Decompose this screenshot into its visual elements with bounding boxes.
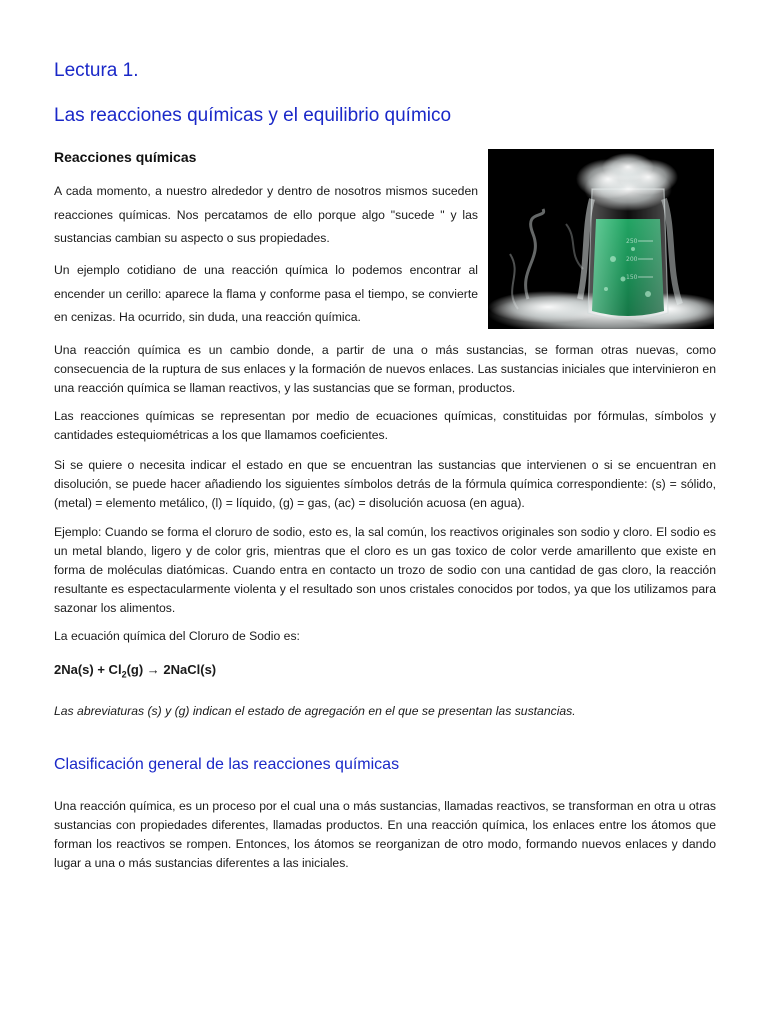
beaker-mark-1: 250	[626, 238, 638, 245]
equation-subscript: 2	[121, 669, 127, 680]
paragraph-definition: Una reacción química es un cambio donde, a partir de una o más sustancias, se forman otras nuevas, como consecuencia de la ruptura de sus enlaces y la formación de nuevos enlaces. Las sustancias iniciales que intervinieron en una reacción química se llaman reactivos, y las sustancias que se forman, productos.	[54, 343, 716, 395]
beaker-mark-2: 200	[626, 256, 638, 263]
paragraph-example: Ejemplo: Cuando se forma el cloruro de sodio, esto es, la sal común, los reactivos originales son sodio y cloro. El sodio es un metal blando, ligero y de color gris, mientras que el cloro es un gas toxico de color verde amarillento que existe en forma de moléculas diatómicas. Cuando entra en contacto un trozo de sodio con una cantidad de gas cloro, la reacción resultante es espectacularmente violenta y el resultado son unos cristales conocidos por todos, ya que los utilizamos para sazonar los alimentos.	[54, 525, 716, 615]
main-title: Las reacciones químicas y el equilibrio químico	[54, 105, 452, 126]
equation-part-1: 2Na(s) + Cl	[54, 662, 122, 677]
abbreviation-note: Las abreviaturas (s) y (g) indican el estado de agregación en el que se presentan las sustancias.	[54, 704, 576, 718]
intro-paragraph-2: Un ejemplo cotidiano de una reacción química lo podemos encontrar al encender un cerillo: aparece la flama y conforme pasa el tiempo, se convierte en cenizas. Ha ocurrido, sin duda, una reacción química.	[54, 263, 478, 324]
equation-part-2: (g) → 2NaCl(s)	[126, 662, 217, 677]
paragraph-equation-intro: La ecuación química del Cloruro de Sodio es:	[54, 629, 300, 643]
paragraph-states: Si se quiere o necesita indicar el estado en que se encuentran las sustancias que intervienen o si se encuentran en disolución, se puede hacer añadiendo los siguientes símbolos detrás de la fórmula química correspondiente: (s) = sólido, (metal) = elemento metálico, (l) = líquido, (g) = gas, (ac) = disolución acuosa (en agua).	[54, 458, 716, 510]
paragraph-classification: Una reacción química, es un proceso por el cual una o más sustancias, llamadas reactivos, se transforman en otra u otras sustancias con propiedades diferentes, llamadas productos. En una reacción química, los enlaces entre los átomos que forman los reactivos se rompen. Entonces, los átomos se reorganizan de otro modo, formando nuevos enlaces y dando lugar a una o más sustancias diferentes a las iniciales.	[54, 799, 716, 870]
intro-paragraph-1: A cada momento, a nuestro alrededor y dentro de nosotros mismos suceden reacciones químicas. Nos percatamos de ello porque algo "sucede " y las sustancias cambian su aspecto o sus propiedades.	[54, 184, 478, 245]
paragraph-equations: Las reacciones químicas se representan por medio de ecuaciones químicas, constituidas por fórmulas, símbolos y cantidades estequiométricas a los que llamamos coeficientes.	[54, 409, 716, 442]
section-title: Reacciones químicas	[54, 149, 197, 165]
beaker-photo	[488, 149, 714, 329]
lecture-title: Lectura 1.	[54, 60, 139, 81]
section2-title: Clasificación general de las reacciones químicas	[54, 756, 400, 773]
chemical-equation	[54, 662, 216, 680]
beaker-mark-3: 150	[626, 274, 638, 281]
beaker-illustration	[488, 149, 714, 329]
